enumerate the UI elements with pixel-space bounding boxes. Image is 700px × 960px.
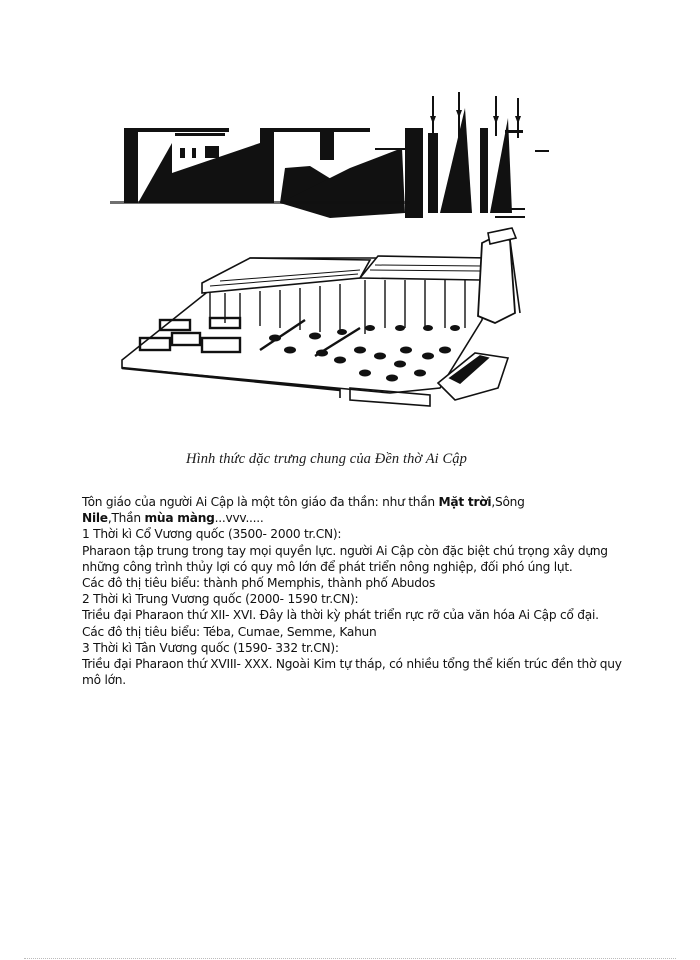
section-heading-old-kingdom: 1 Thời kì Cổ Vương quốc (3500- 2000 tr.CN): [82, 527, 342, 542]
section-text-middle-kingdom: Triều đại Pharaon thứ XII- XVI. Đây là thời kỳ phát triển rực rỡ của văn hóa Ai Cập cổ đại. [82, 608, 599, 623]
intro-bold-sun: Mặt trời [438, 495, 492, 509]
document-body [82, 494, 642, 688]
section-heading-new-kingdom: 3 Thời kì Tân Vương quốc (1590- 332 tr.CN): [82, 640, 339, 655]
intro-bold-harvest: mùa màng [144, 511, 215, 526]
section-heading-middle-kingdom: 2 Thời kì Trung Vương quốc (2000- 1590 tr.CN): [82, 592, 359, 607]
section-text-new-kingdom: Triều đại Pharaon thứ XVIII- XXX. Ngoài Kim tự tháp, có nhiều tổng thể kiến trúc đền thờ quy mô lớn. [82, 657, 622, 688]
intro-text: Tôn giáo của người Ai Cập là một tôn giáo đa thần: như thần [82, 495, 439, 509]
section-text-old-kingdom: Pharaon tập trung trong tay mọi quyền lực. người Ai Cập còn đặc biệt chú trọng xây dựng những công trình thủy lợi có quy mô lớn để phát triển nông nghiệp, đối phó úng lụt. [82, 543, 608, 574]
intro-bold-nile: Nile [82, 511, 108, 526]
temple-illustration [110, 88, 570, 448]
figure-caption: Hình thức dặc trưng chung của Đền thờ Ai Cập [186, 451, 468, 467]
intro-text: ,Thần [107, 511, 145, 526]
section-cities-old-kingdom: Các đô thị tiêu biểu: thành phố Memphis, thành phố Abudos [82, 576, 436, 591]
intro-text: ,Sông [491, 495, 525, 509]
intro-paragraph [82, 494, 642, 526]
section-cities-middle-kingdom: Các đô thị tiêu biểu: Téba, Cumae, Semme, Kahun [82, 624, 377, 639]
page-bottom-divider [24, 958, 676, 959]
intro-text: ...vvv..... [214, 511, 264, 526]
temple-drawing-icon [110, 88, 570, 448]
